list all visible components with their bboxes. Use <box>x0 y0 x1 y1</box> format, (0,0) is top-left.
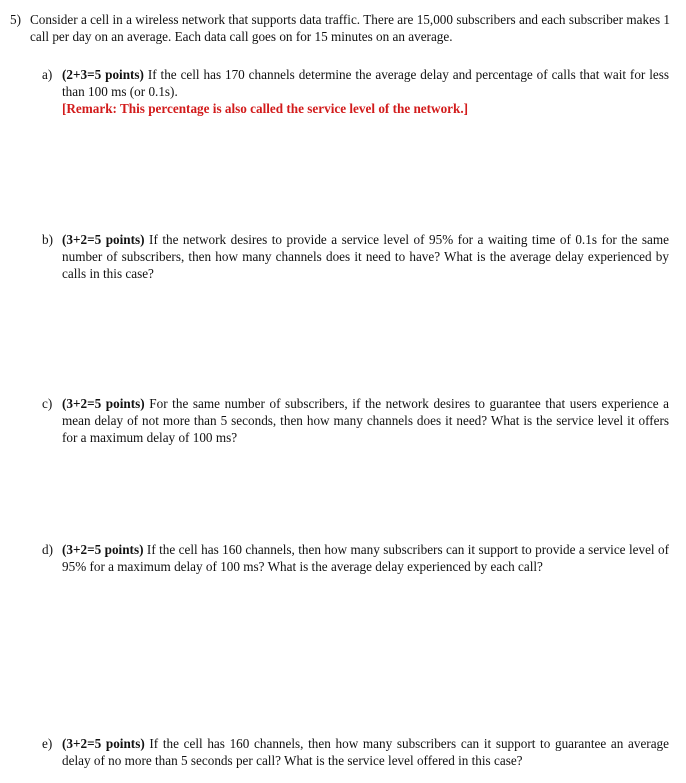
part-c <box>42 395 669 446</box>
points-label: (2+3=5 points) <box>62 67 144 82</box>
problem-statement <box>10 11 670 45</box>
part-label: d) <box>42 542 53 557</box>
part-label: b) <box>42 232 53 247</box>
part-d <box>42 541 669 575</box>
part-e <box>42 735 669 769</box>
part-text: If the network desires to provide a service level of 95% for a waiting time of 0.1s for the same number of subscribers, then how many channels does it need to have? What is the average delay experienced by calls in this case? <box>62 232 670 281</box>
part-body <box>62 541 669 575</box>
part-body <box>62 395 669 446</box>
points-label: (3+2=5 points) <box>62 542 144 557</box>
part-text: If the cell has 160 channels, then how many subscribers can it support to guarantee an average delay of no more than 5 seconds per call? What is the service level offered in this case? <box>62 736 670 768</box>
part-body <box>62 735 669 769</box>
remark-note: [Remark: This percentage is also called the service level of the network.] <box>62 101 469 116</box>
part-text: If the cell has 170 channels determine the average delay and percentage of calls that wait for less than 100 ms (or 0.1s). <box>62 67 669 99</box>
points-label: (3+2=5 points) <box>62 232 145 247</box>
part-b <box>42 231 669 282</box>
part-body <box>62 231 669 282</box>
problem-text: Consider a cell in a wireless network that supports data traffic. There are 15,000 subscribers and each subscriber makes 1 call per day on an average. Each data call goes on for 15 minutes on an average. <box>30 12 670 44</box>
part-label: e) <box>42 736 53 751</box>
problem-number: 5) <box>10 12 21 27</box>
part-a <box>42 66 669 117</box>
problem-5 <box>10 11 670 45</box>
part-label: a) <box>42 67 53 82</box>
part-body <box>62 66 669 117</box>
part-label: c) <box>42 396 53 411</box>
points-label: (3+2=5 points) <box>62 736 145 751</box>
part-text: If the cell has 160 channels, then how many subscribers can it support to provide a service level of 95% for a maximum delay of 100 ms? What is the average delay experienced by each call? <box>62 542 670 574</box>
points-label: (3+2=5 points) <box>62 396 145 411</box>
part-text: For the same number of subscribers, if the network desires to guarantee that users experience a mean delay of not more than 5 seconds, then how many channels does it need? What is the service level it offers for a maximum delay of 100 ms? <box>62 396 670 445</box>
